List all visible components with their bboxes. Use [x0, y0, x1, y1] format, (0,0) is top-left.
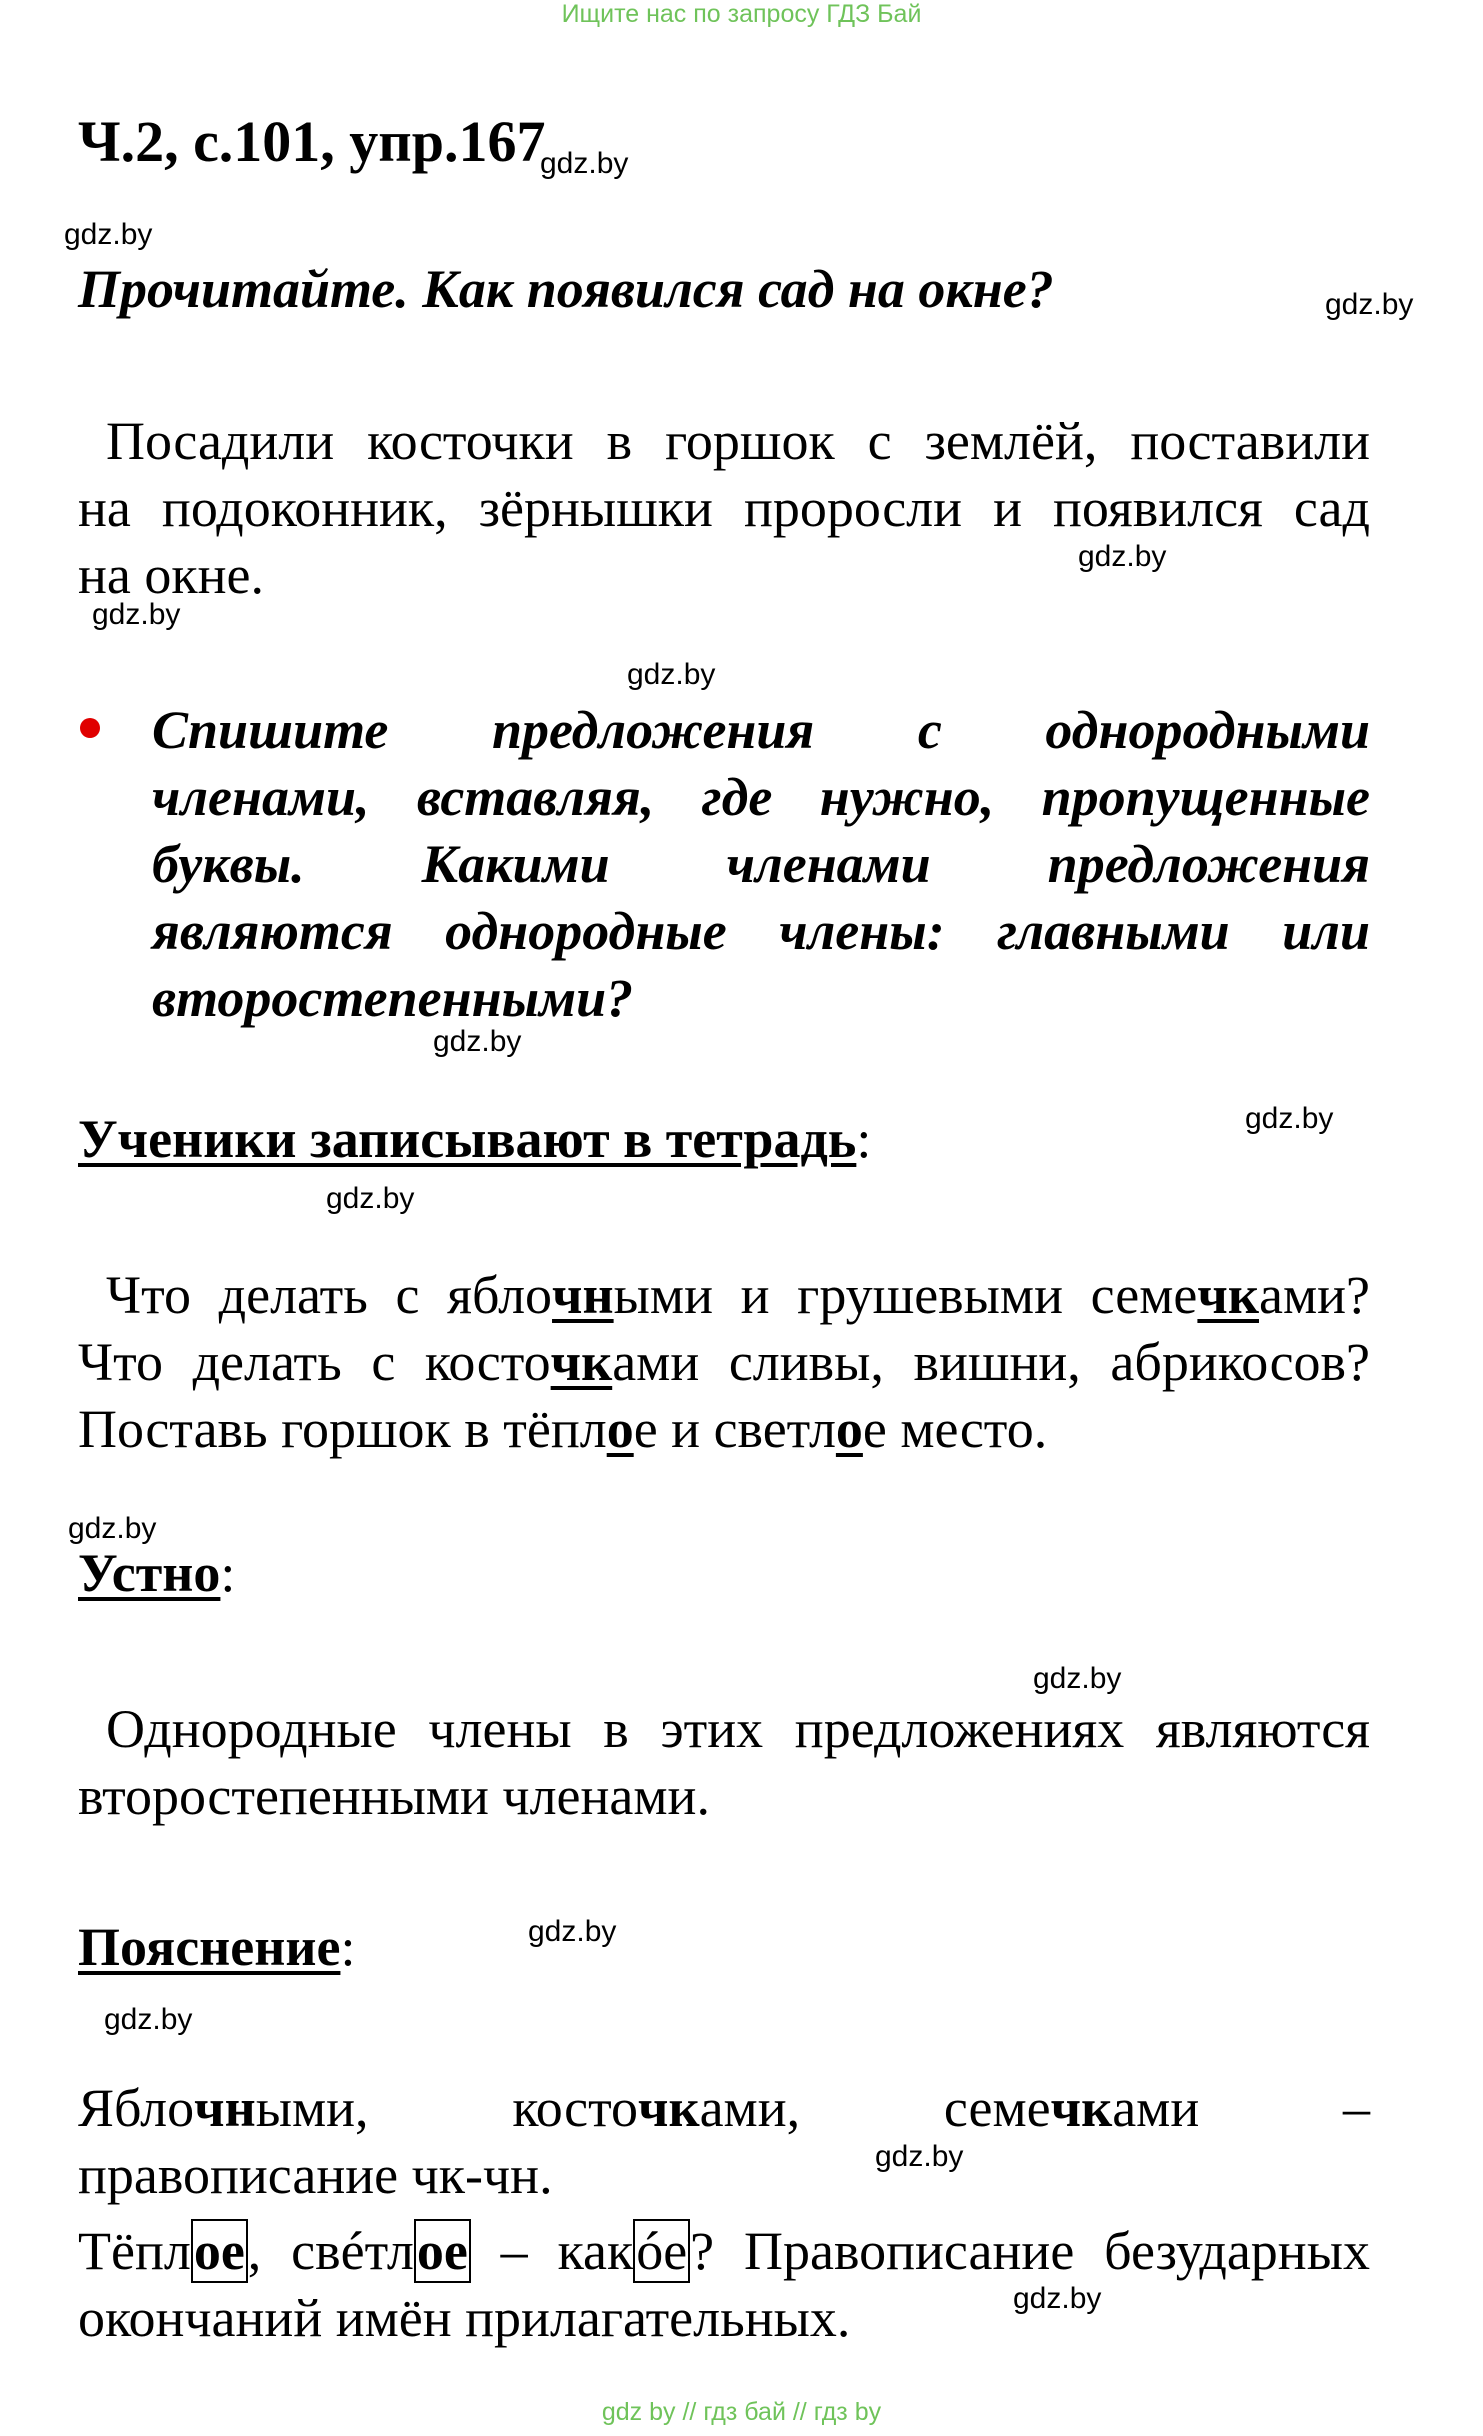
highlight: о — [835, 1399, 863, 1459]
sentence-line — [78, 1262, 1370, 1329]
answer-line: на подоконник, зёрнышки проросли и появился сад — [78, 478, 1370, 538]
explain-line — [78, 2218, 1370, 2285]
bold-letters: чк — [1050, 2078, 1113, 2138]
text: Что делать с косто — [78, 1332, 551, 1392]
oral-line: второстепенными членами. — [78, 1766, 710, 1826]
text: косто — [512, 2078, 639, 2138]
text: ыми, — [255, 2078, 369, 2138]
task-line: буквы. Какими членами предложения — [152, 834, 1370, 894]
heading-notebook-label: Ученики записывают в тетрадь — [78, 1109, 857, 1169]
answer-paragraph — [78, 408, 1370, 609]
watermark: gdz.by — [104, 2003, 193, 2036]
bold-letters: чн — [194, 2078, 256, 2138]
text: е и светл — [633, 1399, 836, 1459]
watermark: gdz.by — [627, 658, 716, 691]
text: е место. — [862, 1399, 1048, 1459]
task-line: являются однородные члены: главными или — [152, 901, 1370, 961]
watermark: gdz.by — [326, 1182, 415, 1215]
watermark: gdz.by — [433, 1025, 522, 1058]
text: ? Правописание безударных — [690, 2221, 1370, 2281]
heading-explanation — [78, 1916, 355, 1978]
task-question: Прочитайте. Как появился сад на окне? — [78, 259, 1054, 319]
bold-letters: чк — [638, 2078, 700, 2138]
notebook-sentences — [78, 1262, 1370, 1463]
watermark: gdz.by — [528, 1915, 617, 1948]
task-line: Спишите предложения с однородными — [152, 700, 1370, 760]
watermark: gdz.by — [1078, 540, 1167, 573]
highlight: чк — [1197, 1265, 1259, 1325]
ending-box: ое — [191, 2219, 248, 2283]
sentence-line — [78, 1396, 1370, 1463]
watermark: gdz.by — [92, 598, 181, 631]
oral-answer — [78, 1696, 1370, 1830]
watermark: gdz.by — [1033, 1662, 1122, 1695]
watermark: gdz.by — [68, 1512, 157, 1545]
explain-line — [78, 2075, 1370, 2142]
colon: : — [340, 1917, 356, 1977]
text: ами — [1112, 2078, 1200, 2138]
explain-line: окончаний имён прилагательных. — [78, 2288, 851, 2348]
explanation-paragraph — [78, 2075, 1370, 2209]
dash: – — [1343, 2078, 1371, 2138]
footer-links[interactable]: gdz by // гдз бай // гдз by — [601, 2398, 882, 2426]
answer-line: на окне. — [78, 545, 264, 605]
text: Тёпл — [78, 2221, 191, 2281]
watermark: gdz.by — [1245, 1102, 1334, 1135]
task-line: второстепенными? — [152, 968, 634, 1028]
colon: : — [856, 1109, 872, 1169]
text: ами сливы, вишни, абрикосов? — [612, 1332, 1371, 1392]
sentence-line — [78, 1329, 1370, 1396]
text: Что делать с ябло — [106, 1265, 553, 1325]
exercise-title: Ч.2, с.101, упр.167 — [78, 109, 546, 174]
text: – как — [470, 2221, 634, 2281]
ending-box: ое — [414, 2219, 471, 2283]
heading-explanation-label: Пояснение — [78, 1917, 341, 1977]
task-instruction — [152, 697, 1370, 1032]
highlight: о — [606, 1399, 634, 1459]
bullet-icon — [80, 718, 100, 738]
task-line: членами, вставляя, где нужно, пропущенные — [152, 767, 1370, 827]
watermark: gdz.by — [540, 147, 629, 180]
highlight: чк — [550, 1332, 613, 1392]
highlight: чн — [552, 1265, 614, 1325]
heading-oral — [78, 1542, 235, 1604]
explain-line: правописание чк-чн. — [78, 2145, 553, 2205]
explanation-paragraph-2 — [78, 2218, 1370, 2352]
text: Ябло — [78, 2078, 195, 2138]
ending-box: óе — [633, 2219, 690, 2283]
text: семе — [943, 2078, 1051, 2138]
answer-line: Посадили косточки в горшок с землёй, поставили — [106, 411, 1370, 471]
heading-oral-label: Устно — [78, 1543, 221, 1603]
colon: : — [220, 1543, 236, 1603]
text: ами? — [1258, 1265, 1370, 1325]
text: ами, — [699, 2078, 801, 2138]
oral-line: Однородные члены в этих предложениях являются — [106, 1699, 1370, 1759]
text: Поставь горшок в тёпл — [78, 1399, 607, 1459]
top-banner[interactable]: Ищите нас по запросу ГДЗ Бай — [561, 0, 922, 28]
text: , свéтл — [247, 2221, 414, 2281]
text: ыми и грушевыми семе — [613, 1265, 1198, 1325]
watermark: gdz.by — [875, 2140, 964, 2173]
watermark: gdz.by — [1013, 2282, 1102, 2315]
watermark: gdz.by — [64, 218, 153, 251]
watermark: gdz.by — [1325, 288, 1414, 321]
heading-notebook — [78, 1108, 871, 1170]
